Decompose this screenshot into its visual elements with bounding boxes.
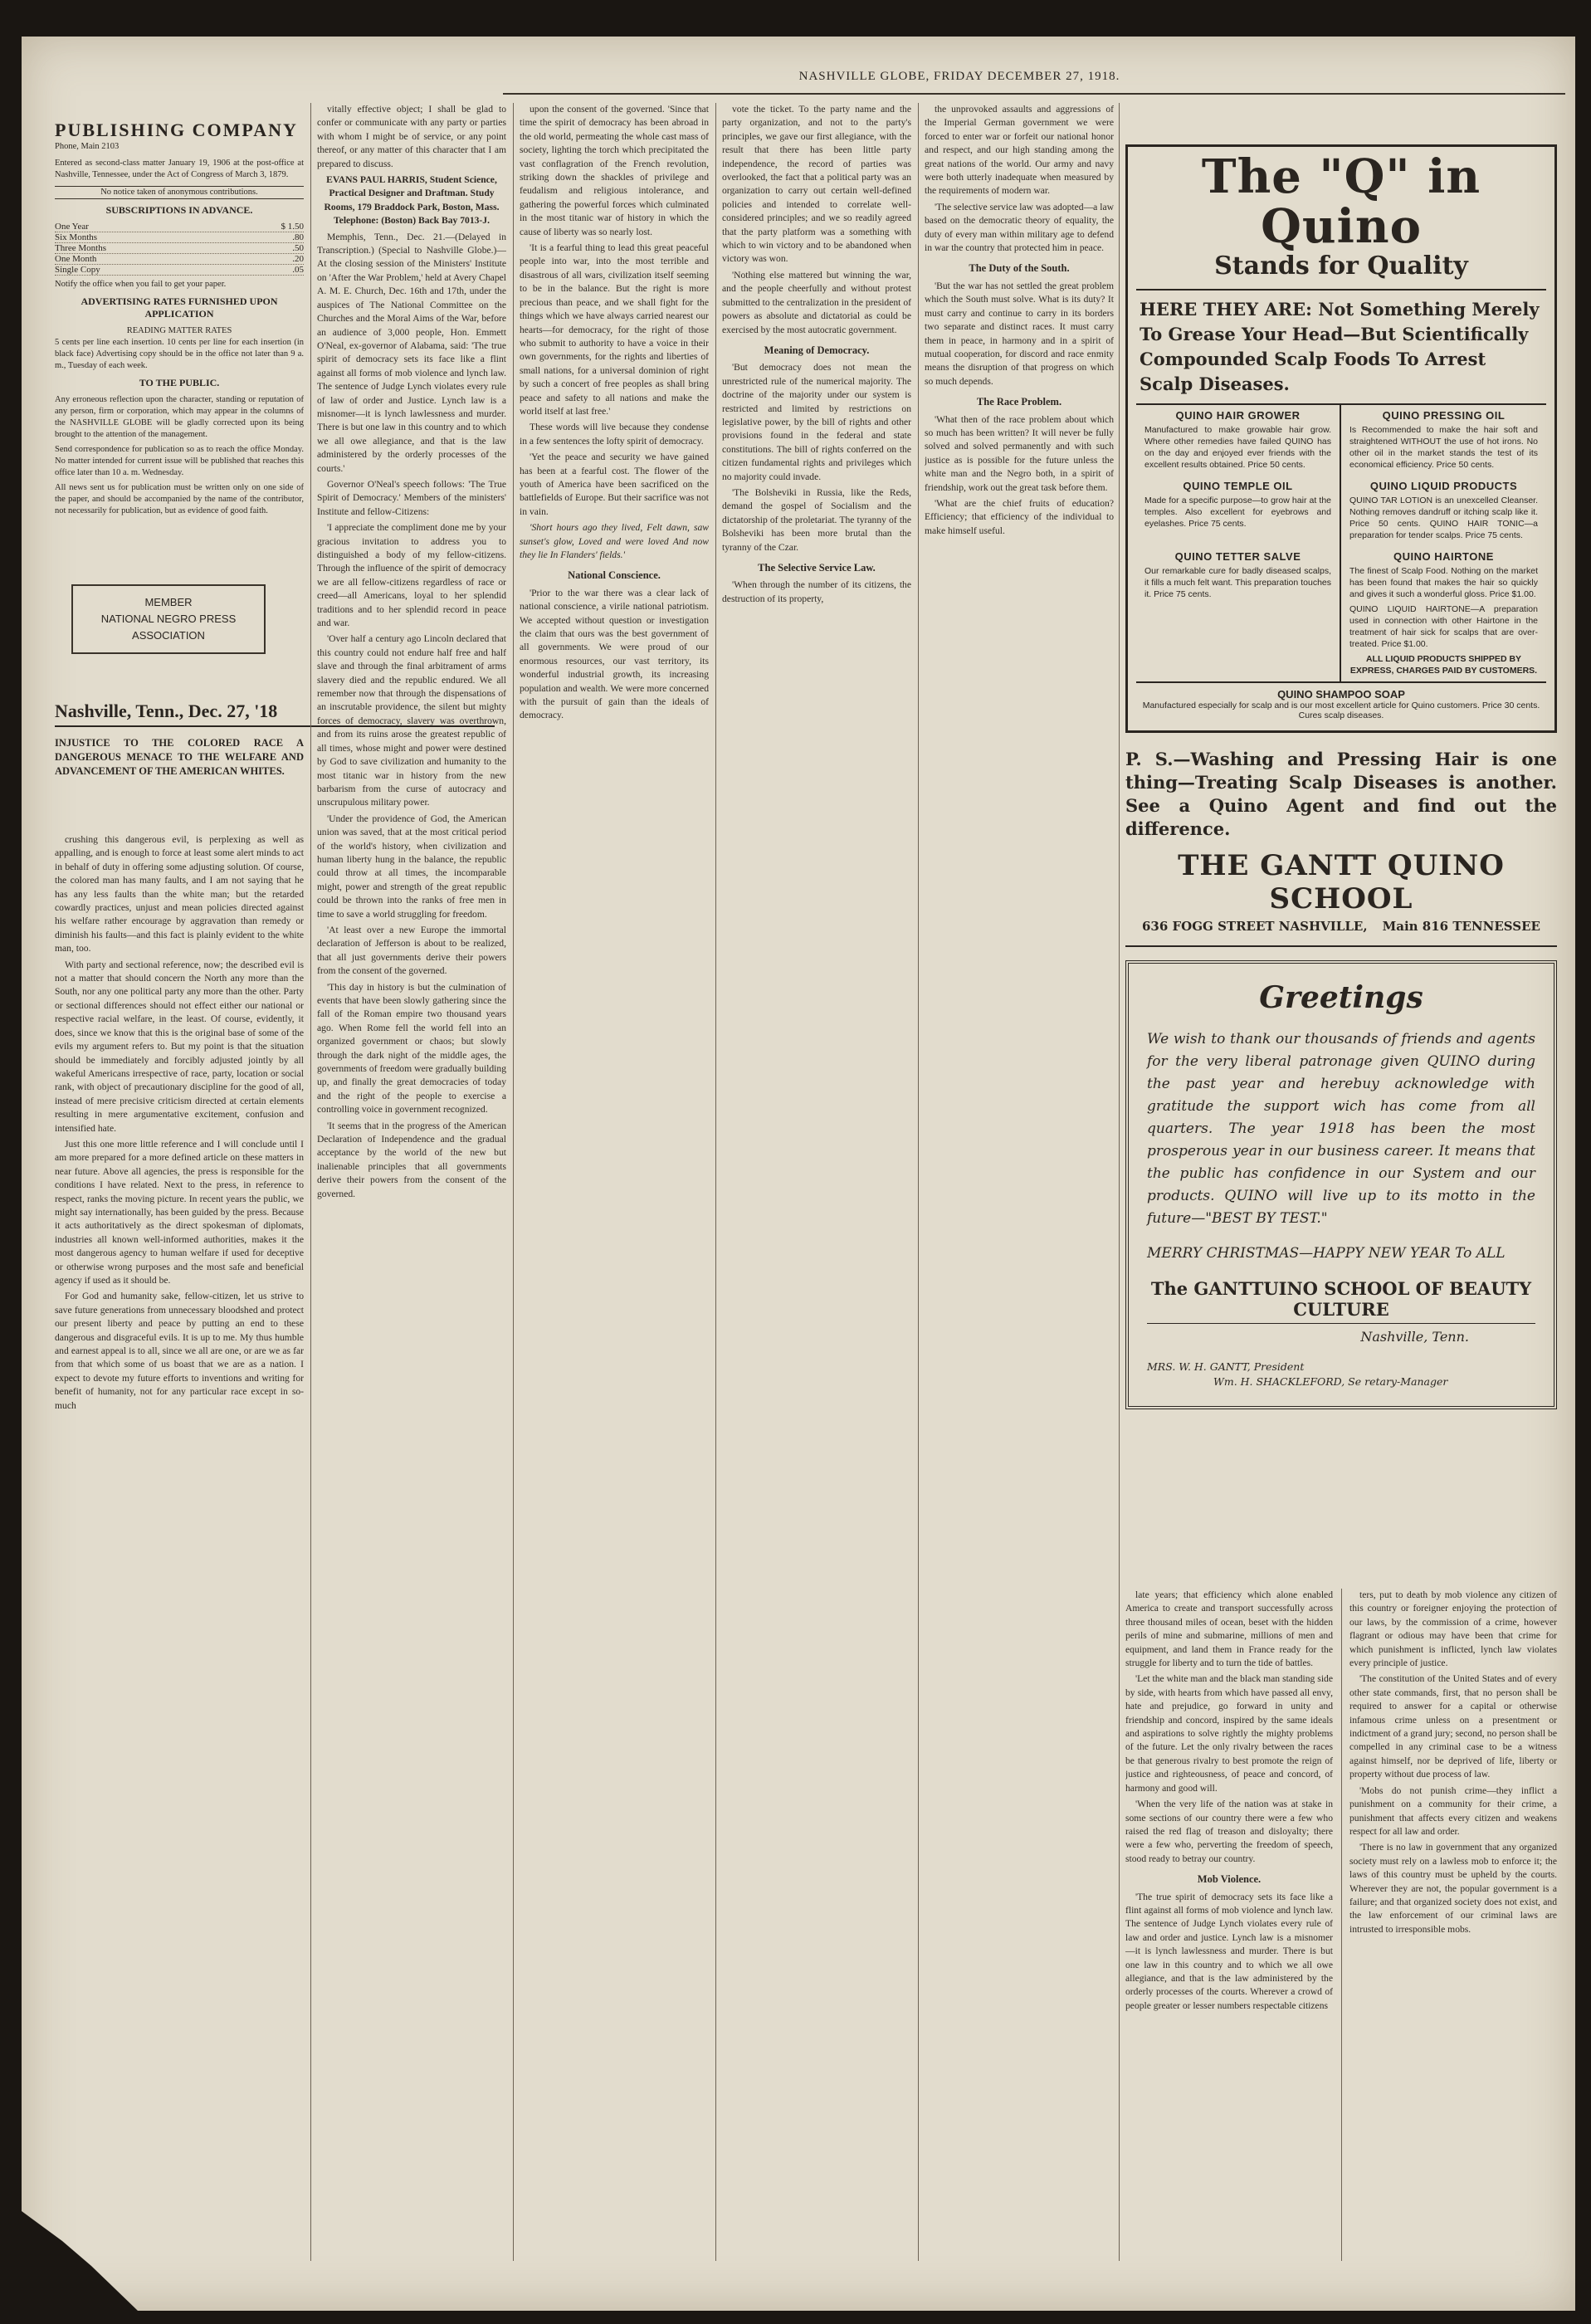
sub-row: One Month .20: [55, 254, 304, 264]
column-rule: [1341, 1589, 1342, 2261]
column-rule: [513, 103, 514, 2261]
shampoo-section: QUINO SHAMPOO SOAP Manufactured especially for scalp and is our most excellent article for Quino customers. Price 30 cents. Cures scalp diseases.: [1142, 688, 1540, 720]
paragraph: 'Nothing else mattered but winning the war, and the people cheerfully and without protest submitted to the centralization in the president of powers as absolute and dictatorial as could be exercised by the most autocratic government.: [722, 269, 911, 335]
paragraph: 'It seems that in the progress of the American Declaration of Independence and the gradual acceptance by the world of the new but inalienable principles that all governments derive their powers from the consent of the governed.: [317, 1120, 506, 1199]
paragraph: Memphis, Tenn., Dec. 21.—(Delayed in Transcription.) (Special to Nashville Globe.)—At the closing session of the Ministers' Institute on 'After the War Problem,' held at Avery Chapel A. M. E. Church, Dec. 16th and 17th, under the auspices of The National Committee on the Churches and the Moral Aims of the War, before an audience of 3,000 people, Hon. Emmett O'Neal, ex-governor of Alabama, said: 'The true spirit of democracy sets its face like a flint against all forms of mob violence and lynch law. The sentence of Judge Lynch violates every rule of law of order and Justice. Lynch law is a misnomer—it is lynch lawlessness and murder. There is but one law in this country and to which we all owe allegiance, and that is the law administered by the orderly processes of the courts.': [317, 231, 506, 474]
column-4: [722, 103, 911, 2261]
paragraph: 'Prior to the war there was a clear lack of national conscience, a virile national patriotism. We accepted without question or investigation the claim that ours was the best government of all governments. We were proud of our enormous resources, our vast territory, its wonderful industrial growth, its increasing population and wealth. We were more concerned with the pursuit of gain than the ideals of democracy.: [520, 587, 709, 721]
page-folio: NASHVILLE GLOBE, FRIDAY DECEMBER 27, 1918.: [798, 70, 1120, 83]
notify-text: Notify the office when you fail to get your paper.: [55, 280, 227, 289]
entry-notice: Entered as second-class matter January 19, 1906 at the post-office at Nashville, Tennessee, under the Act of Congress of March 3, 1879.: [55, 159, 304, 179]
paragraph: vote the ticket. To the party name and the party organization, and not to the party's principles, we gave our first allegiance, with the result that there has been little party independence, the record of parties was overlooked, the fact that a political party was an organization to carry out certain well-defined policies and intended to correlate well-considered principles; and we so readily agreed that the party platform was a something with which to win victory and to be abandoned when victory was won.: [722, 104, 911, 265]
paragraph: 'There is no law in government that any organized society must rely on a lawless mob to enforce it; the laws of this country must be upheld by the courts. Wherever they are not, the popular government is a failure; and that organized society does not exist, and the law enforcement of our criminal laws are intrusted to irresponsible mobs.: [1349, 1842, 1557, 1935]
paragraph: the unprovoked assaults and aggressions of the Imperial German government we were forced to enter war or forfeit our national honor and respect, and our high standing among the great nations of the world. Our army and navy were both utterly inadequate when measured by the requirements of modern war.: [925, 104, 1114, 197]
greetings-title: Greetings: [1259, 980, 1423, 1015]
paragraph: 'What are the chief fruits of education? Efficiency; that efficiency of the individual to make himself useful.: [925, 497, 1114, 536]
product-cell: QUINO TETTER SALVE Our remarkable cure for badly diseased scalps, it fills a much felt want. This preparation touches it. Price 75 cents.: [1136, 546, 1341, 681]
product-cell: QUINO PRESSING OIL Is Recommended to make the hair soft and straightened WITHOUT the use of hot irons. No other oil in the market stands the test of its economical efficiency. Price 50 cents.: [1349, 409, 1538, 470]
greetings-location: Nashville, Tenn.: [1360, 1329, 1469, 1345]
paragraph: 'What then of the race problem about which so much has been written? It will never be fully solved and solved permanently and with such justice as is possible for the future unless the white man and the Negro both, in a spirit of friendship, work out the great task before them.: [925, 413, 1114, 493]
greetings-signature: The GANTTUINO SCHOOL OF BEAUTY CULTURE: [1147, 1278, 1535, 1324]
paragraph: 'Let the white man and the black man standing side by side, with hearts from which have passed all envy, hate and prejudice, go forward in unity and friendship and concord, inspired by the same ideals and aspirations to solve rightly the mighty problems of the future. Let the only rivalry between the races be that generous rivalry to best promote the reign of justice and righteousness, of peace and concord, of harmony and good will.: [1125, 1673, 1333, 1794]
all-news-text: All news sent us for publication must be written only on one side of the paper, and should be accompanied by the name of the contributor, not necessarily for publication, but as evidence of good faith.: [55, 483, 304, 515]
paragraph: 'But democracy does not mean the unrestricted rule of the numerical majority. The doctrine of the majority under our system is restricted and limited by restrictions on legislative power, by the bill of rights and other provisions found in the federal and state constitutions. The bill of rights conferred on the citizen fundamental rights and privileges which no majority could invade.: [722, 362, 911, 482]
paragraph: For God and humanity sake, fellow-citizen, let us strive to save future generations from unnecessary bloodshed and protect our present liberty and peace by putting an end to these dangerous and disgraceful evils. It is up to me. My thus humble and earnest appeal is to all, since we all are one, or are we as far from that which some of us boast that we are as a nation. I expect to devote my future efforts to inventions and writing for benefit of humanity, not for any particular race except in so-much: [55, 1291, 304, 1411]
section-heading: The Race Problem.: [976, 396, 1062, 408]
anonymous-notice: No notice taken of anonymous contributions.: [55, 186, 304, 199]
product-cell: QUINO TEMPLE OIL Made for a specific purpose—to grow hair at the temples. Also excellent for eyebrows and eyelashes. Price 75 cents.: [1136, 476, 1341, 546]
greetings-manager: Wm. H. SHACKLEFORD, Se retary-Manager: [1213, 1375, 1448, 1388]
paragraph: 'The true spirit of democracy sets its face like a flint against all forms of mob violence and lynch law. The sentence of Judge Lynch violates every rule of law and order and justice. Lynch law is a misnomer—it is lynch lawlessness and murder. There is but one law in this country and to which we all owe allegiance, and that is the law administered by the orderly processes of the courts. Wherever a crowd of people greater or lesser numbers respectable citizens: [1125, 1891, 1333, 2011]
greetings-body: We wish to thank our thousands of friends and agents for the very liberal patronage given QUINO during the past year and herebuy acknowledge with gratitude the support wich has come from all quarters. The year 1918 has been the most prosperous year in our business career. It means that the public has confidence in our System and our products. QUINO will live up to its motto in the future—"BEST BY TEST.": [1147, 1031, 1535, 1227]
paragraph: late years; that efficiency which alone enabled America to create and transport successfully across three thousand miles of ocean, beset with the hidden perils of mine and submarine, millions of men and equipment, and land them in France ready for the struggle for liberty and to turn the tide of battles.: [1125, 1589, 1333, 1669]
paragraph: vitally effective object; I shall be glad to confer or communicate with any party or parties with whom I might be of service, or any point thereof, or any matter of this character that I am prepared to discuss.: [317, 104, 506, 169]
subscription-list: [55, 222, 304, 276]
column-2: [317, 103, 506, 2261]
paragraph: 'I appreciate the compliment done me by your gracious invitation to address you to distinguished a body of my fellow-citizens. Through the influence of the spirit of democracy we are all fellow-citizens regardless of race or creed—all Americans, loyal to her splendid traditions and to her splendid record in peace and war.: [317, 522, 506, 629]
greetings-box: [1125, 960, 1557, 1409]
paragraph: Just this one more little reference and I will conclude until I am more prepared for a more defined article on these matters in near future. Above all agencies, the press is responsible for the conditions I have related. Next to the press, in reference to respect, ranks the moving picture. In recent years the public, we might say internationally, has been guided by the press. Because it acts authoritatively as the direct spokesman of diplomats, industries all known well-informed authorities, makes it the most dangerous agency to human welfare if used for deceptive or otherwise wrong purposes and the most safe and beneficial agency if used as it should be.: [55, 1138, 304, 1286]
school-address: [1125, 915, 1557, 947]
paragraph: These words will live because they condense in a few sentences the lofty spirit of democracy.: [520, 422, 709, 447]
paragraph: Governor O'Neal's speech follows: 'The True Spirit of Democracy.' Members of the ministers' Institute and fellow-Citizens:: [317, 478, 506, 517]
paragraph: upon the consent of the governed. 'Since that time the spirit of democracy has been abroad in the old world, permeating the whole cast mass of society, lighting the torch which precipitated the vast conflagration of the French revolution, striking down the shackles of privilege and feudalism and religious intolerance, and gathering the powerful forces which culminated in the most titanic war of history in which the cause of liberty was so nearly lost.: [520, 104, 709, 237]
paragraph: 'But the war has not settled the great problem which the South must solve. What is its duty? It must carry and continue to carry in its borders two separate and distinct races. It must carry them in peace, in harmony and in a spirit of mutual cooperation, for discord and race enmity means the disruption of that progress on which so much depends.: [925, 280, 1114, 387]
school-name: THE GANTT QUINO SCHOOL: [1178, 849, 1505, 915]
public-text: Any erroneous reflection upon the character, standing or reputation of any person, firm or corporation, which may appear in the columns of the NASHVILLE GLOBE will be gladly corrected upon its being brought to the attention of the management.: [55, 395, 304, 439]
greetings-wish: MERRY CHRISTMAS—HAPPY NEW YEAR To ALL: [1147, 1245, 1506, 1262]
paragraph: 'The selective service law was adopted—a law based on the democratic theory of equality, the duty of every man within military age to defend in war the country that protected him in peace.: [925, 201, 1114, 254]
paragraph: 'Mobs do not punish crime—they inflict a punishment on a community for their crime, a punishment that affects every citizen and weakens respect for all law and order.: [1349, 1784, 1557, 1837]
ad-title: The "Q" in Quino: [1201, 149, 1481, 254]
paragraph: 'At least over a new Europe the immortal declaration of Jefferson is about to be realized, that all just governments derive their powers from the consent of the governed.: [317, 924, 506, 977]
product-cell: QUINO LIQUID PRODUCTS QUINO TAR LOTION is an unexcelled Cleanser. Nothing removes dandruff or itching scalp like it. Price 50 cents. QUINO HAIR TONIC—a preparation for tender scalps. Price 75 cents.: [1349, 480, 1538, 540]
column-rule: [310, 103, 311, 2261]
address-right: Main 816 TENNESSEE: [1382, 919, 1540, 934]
masthead: [55, 70, 304, 517]
dateline: Nashville, Tenn., Dec. 27, '18: [55, 701, 495, 727]
member-line: MEMBER: [144, 596, 193, 608]
member-line: ASSOCIATION: [132, 629, 205, 642]
section-heading: Mob Violence.: [1197, 1873, 1262, 1886]
section-heading: The Duty of the South.: [969, 262, 1070, 275]
poem: 'Short hours ago they lived, Felt dawn, saw sunset's glow, Loved and were loved And now they lie In Flanders' fields.': [520, 522, 709, 560]
paragraph: 'The constitution of the United States and of every other state commands, first, that no person shall be required to answer for a capital or otherwise infamous crime unless on a presentment or indictment of a grand jury; second, no person shall be compelled in any criminal case to be a witness against himself, nor be deprived of life, liberty or property without due process of law.: [1349, 1673, 1557, 1780]
product-grid: [1136, 405, 1546, 683]
paragraph: 'When the very life of the nation was at stake in some sections of our country there were a few who raised the red flag of treason and disloyalty; there were a few who, perverting the freedom of speech, stood ready to betray our country.: [1125, 1799, 1333, 1864]
author-signature: EVANS PAUL HARRIS, Student Science, Practical Designer and Draftman. Study Rooms, 179 Braddock Park, Boston, Mass. Telephone: (Boston) Back Bay 7013-J.: [324, 174, 500, 227]
column-rule: [715, 103, 716, 2261]
paragraph: 'The Bolsheviki in Russia, like the Reds, demand the gospel of Socialism and the dictatorship of the proletariat. The tyranny of the Bolsheviki has been more brutal than the tyranny of the Czar.: [722, 486, 911, 553]
ad-subtitle: Stands for Quality: [1214, 251, 1468, 281]
newspaper-page: [22, 37, 1575, 2311]
send-text: Send correspondence for publication so as to reach the office Monday. No matter intended for current issue will be published that reaches this office later than 10 a. m. Wednesday.: [55, 445, 304, 477]
paragraph: ters, put to death by mob violence any citizen of this country or foreigner enjoying the protection of our laws, by the commission of a crime, however flagrant or odious may have been that crime for which punishment is inflicted, lynch law violates every principle of justice.: [1349, 1589, 1557, 1669]
column-rule: [918, 103, 919, 2261]
sub-row: One Year $ 1.50: [55, 222, 304, 232]
paragraph: 'When through the number of its citizens, the destruction of its property,: [722, 579, 911, 604]
column-5: [925, 103, 1114, 2261]
paragraph: 'Yet the peace and security we have gained has been at a fearful cost. The flower of the youth of America have been sacrificed on the battlefields of Europe. But their sacrifice was not in vain.: [520, 452, 709, 517]
paragraph: 'This day in history is but the culmination of events that have been slowly gathering since the fall of the Roman empire two thousand years ago. When Rome fell the world fell into an organized government or chaos; but slowly through the dark night of the middle ages, the governments of freedom were gradually building up, and finally the great democracies of today and the right of the people to exercise a controlling voice in government recognized.: [317, 981, 506, 1116]
paragraph: 'Under the providence of God, the American union was saved, that at the most critical period of the world's history, when civilization and human liberty hung in the balance, the republic could throw at all times, the incomparable might, power and strength of the great republic could be thrown into the ranks of free men in time to save a world struggling for freedom.: [317, 813, 506, 920]
public-title: TO THE PUBLIC.: [139, 377, 220, 388]
section-heading: National Conscience.: [568, 569, 661, 582]
quino-advertisement: [1125, 144, 1557, 1409]
editorial-headline: INJUSTICE TO THE COLORED RACE A DANGEROUS MENACE TO THE WELFARE AND ADVANCEMENT OF THE AMERICAN WHITES.: [55, 737, 304, 777]
reading-title: READING MATTER RATES: [126, 326, 232, 335]
sub-row: Six Months .80: [55, 232, 304, 242]
column-3: [520, 103, 709, 2261]
product-cell: QUINO HAIRTONE The finest of Scalp Food. Nothing on the market has been found that makes the hair so quickly and gives it such a wonderful gloss. Price $1.00. QUINO LIQUID HAIRTONE—A preparation used in connection with other Hairtone in the treatment of hair sick for scalps that are over-treated. Price $1.00. ALL LIQUID PRODUCTS SHIPPED BY EXPRESS, CHARGES PAID BY CUSTOMERS.: [1349, 550, 1538, 676]
paragraph: With party and sectional reference, now; the described evil is not a matter that should concern the North any more than the South, nor any one political party any more than the other. Party or sectional differences should not effect either our national or respective racial welfare, in the least. Of course, evidently, it does, since we know that this is the original base of some of the evils my argument refers to. But my point is that the situation should be immediately and forcibly adjusted jointly by all wakeful Americans irrespective of race, party, location or social rank, with object of precautionary discipline for the good of all, instead of mere precisive criticism directed at certain elements resulting in mere argumentative excitement, confusion and intensified hate.: [55, 959, 304, 1134]
paragraph: 'It is a fearful thing to lead this great peaceful people into war, into the most terrible and disastrous of all wars, civilization itself seeming to be in the balance. But the right is more precious than peace, and we shall fight for the things which we have always carried nearest our hearts—for democracy, for the right of those who submit to authority to have a voice in their own governments, for the rights and liberties of small nations, for a universal dominion of right by such a concert of free peoples as shall bring peace and safety to all nations and make the world itself at last free.': [520, 242, 709, 417]
company-phone: Phone, Main 2103: [55, 142, 120, 151]
adv-rates-title: ADVERTISING RATES FURNISHED UPON APPLICATION: [81, 295, 278, 320]
column-7: [1349, 1589, 1557, 2261]
section-heading: Meaning of Democracy.: [764, 344, 870, 356]
product-cell: QUINO HAIR GROWER Manufactured to make growable hair grow. Where other remedies have failed QUINO has on the day and enjoyed ever friends with the excellent results obtained. Price 50 cents.: [1136, 405, 1341, 476]
member-line: NATIONAL NEGRO PRESS: [100, 613, 237, 625]
column-6: [1125, 1589, 1333, 2261]
ad-here-text: HERE THEY ARE: Not Something Merely To Grease Your Head—But Scientifically Compounded Scalp Foods To Arrest Scalp Diseases.: [1136, 289, 1546, 405]
rates-text: 5 cents per line each insertion. 10 cents per line for each insertion (in black face) Advertising copy should be in the office not later than 9 a. m., Tuesday of each week.: [55, 338, 304, 370]
column-rule: [1119, 103, 1120, 2261]
column-1: [55, 833, 304, 2261]
member-box: [71, 584, 266, 654]
address-left: 636 FOGG STREET NASHVILLE,: [1142, 919, 1368, 934]
sub-row: Single Copy .05: [55, 265, 304, 275]
greetings-president: MRS. W. H. GANTT, President: [1147, 1360, 1305, 1373]
paragraph: 'Over half a century ago Lincoln declared that this country could not endure half free and half slave and through the final arbitrament of arms slavery died and the republic endured. We all remember now that through the dispensations of an inscrutable providence, the silent but mighty forces of democracy, slavery was overthrown, and from its ruins arose the greatest republic of all times, whose might and power were destined by God to save civilization and humanity to the most titanic war in history from the new barbarism from the curse of autocracy and unscrupulous military power.: [317, 633, 506, 808]
paragraph: crushing this dangerous evil, is perplexing as well as appalling, and is enough to force at least some alert minds to act in behalf of duty in offering some adjusting solution. Of course, the colored man has many faults, and I am not saying that he has any less faults than the white man; but the retarded cowardly practices, unjust and mean policies directed against his welfare rather encourage by aggravation than remedy or diminish his faults—and this fact is plainly evident to the white man, too.: [55, 834, 304, 954]
subs-title: SUBSCRIPTIONS IN ADVANCE.: [105, 204, 253, 216]
ad-postscript: P. S.—Washing and Pressing Hair is one thing—Treating Scalp Diseases is another. See a Quino Agent and find out the difference.: [1125, 749, 1557, 839]
company-name: PUBLISHING COMPANY: [55, 120, 298, 140]
section-heading: The Selective Service Law.: [758, 562, 876, 574]
sub-row: Three Months .50: [55, 243, 304, 253]
ad-box: [1125, 144, 1557, 733]
top-rule: [503, 93, 1565, 95]
